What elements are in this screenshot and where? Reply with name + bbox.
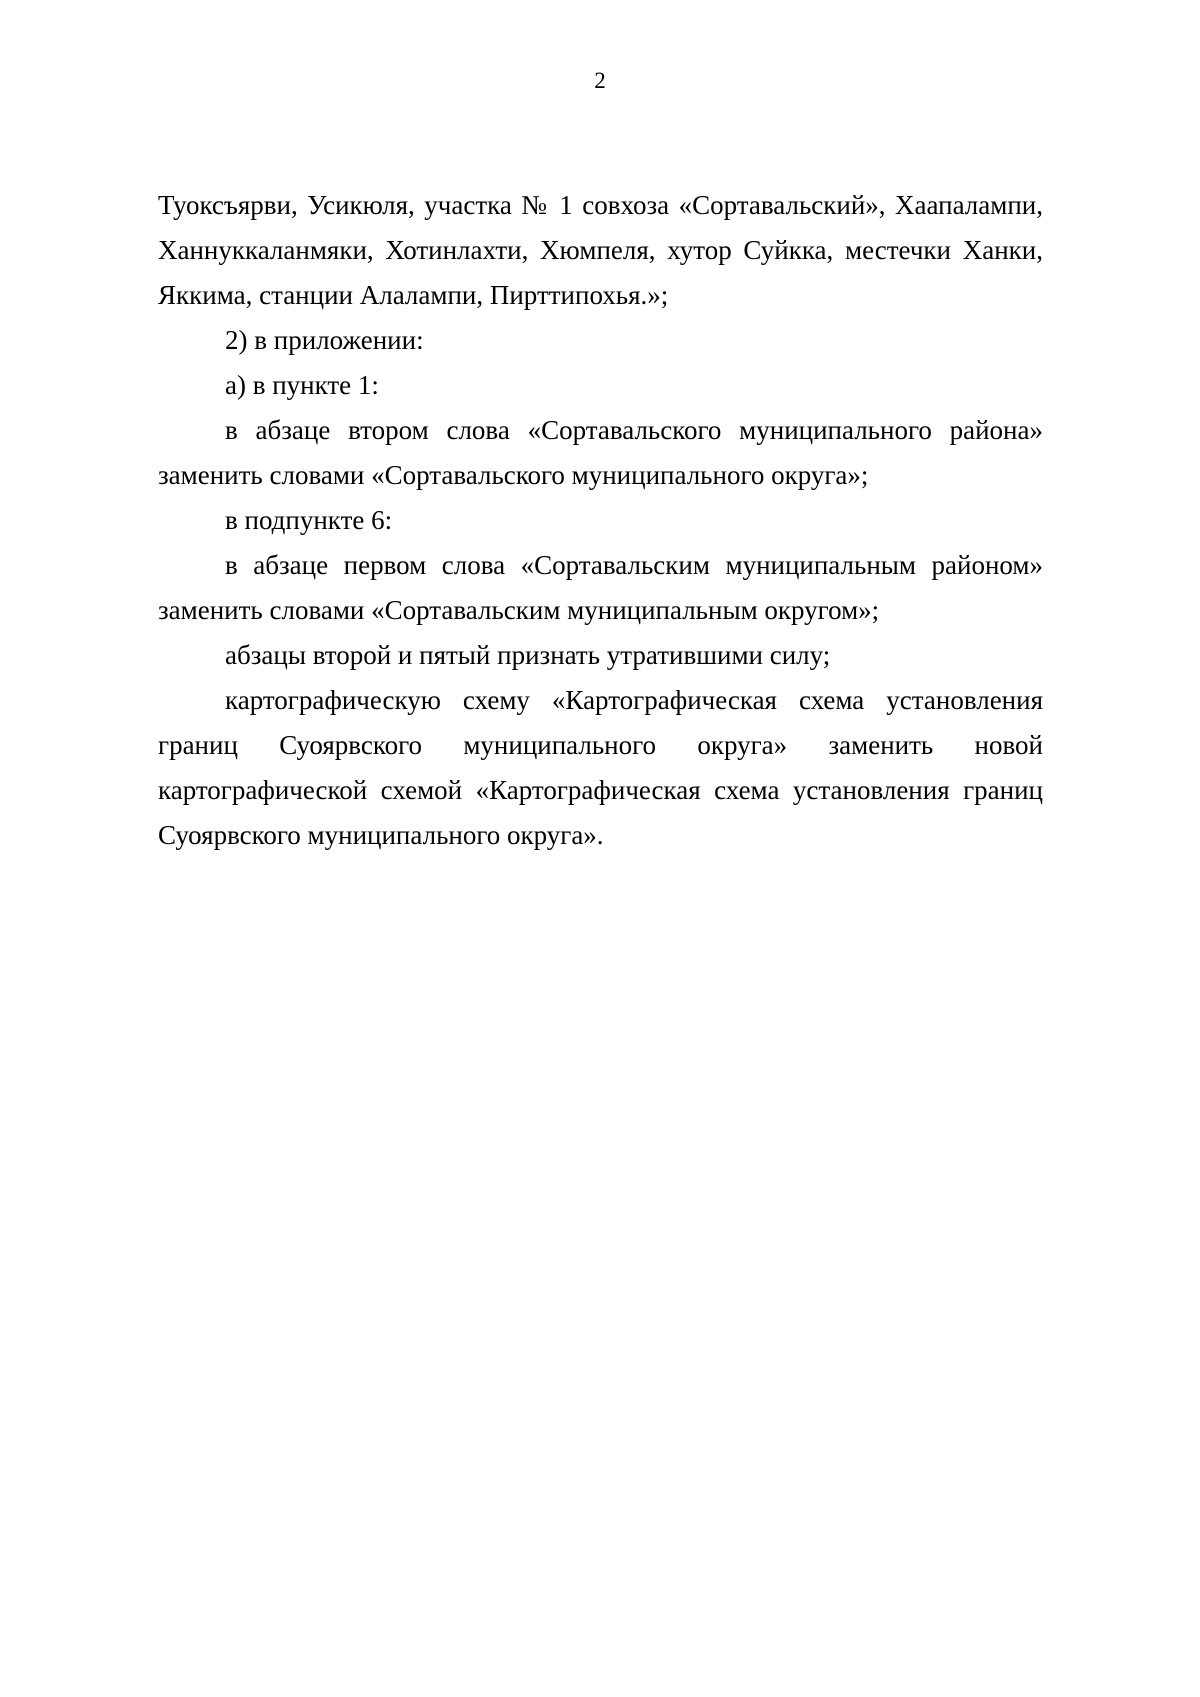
paragraph-item-2: 2) в приложении:: [225, 325, 424, 355]
paragraph-map-replacement: картографическую схему «Картографическая схема установления границ Суоярвского муниципального округа» заменить новой картографической схемой «Картографическая схема установления границ Суоярвского муниципального округа».: [158, 685, 1043, 850]
document-body: [158, 183, 1043, 858]
paragraph-amendment-1: в абзаце втором слова «Сортавальского муниципального района» заменить словами «Сортавальского муниципального округа»;: [158, 415, 1043, 490]
paragraph-subitem-a: а) в пункте 1:: [225, 370, 379, 400]
paragraph-amendment-2: в абзаце первом слова «Сортавальским муниципальным районом» заменить словами «Сортавальским муниципальным округом»;: [158, 550, 1043, 625]
paragraph-subpoint-6: в подпункте 6:: [225, 505, 393, 535]
page-number: 2: [594, 68, 606, 93]
paragraph-continuation: Туоксъярви, Усикюля, участка № 1 совхоза «Сортавальский», Хаапалампи, Ханнуккаланмяки, Хотинлахти, Хюмпеля, хутор Суйкка, местечки Ханки, Яккима, станции Алалампи, Пирттипохья.»;: [158, 190, 1043, 310]
paragraph-repeal: абзацы второй и пятый признать утратившими силу;: [225, 640, 831, 670]
